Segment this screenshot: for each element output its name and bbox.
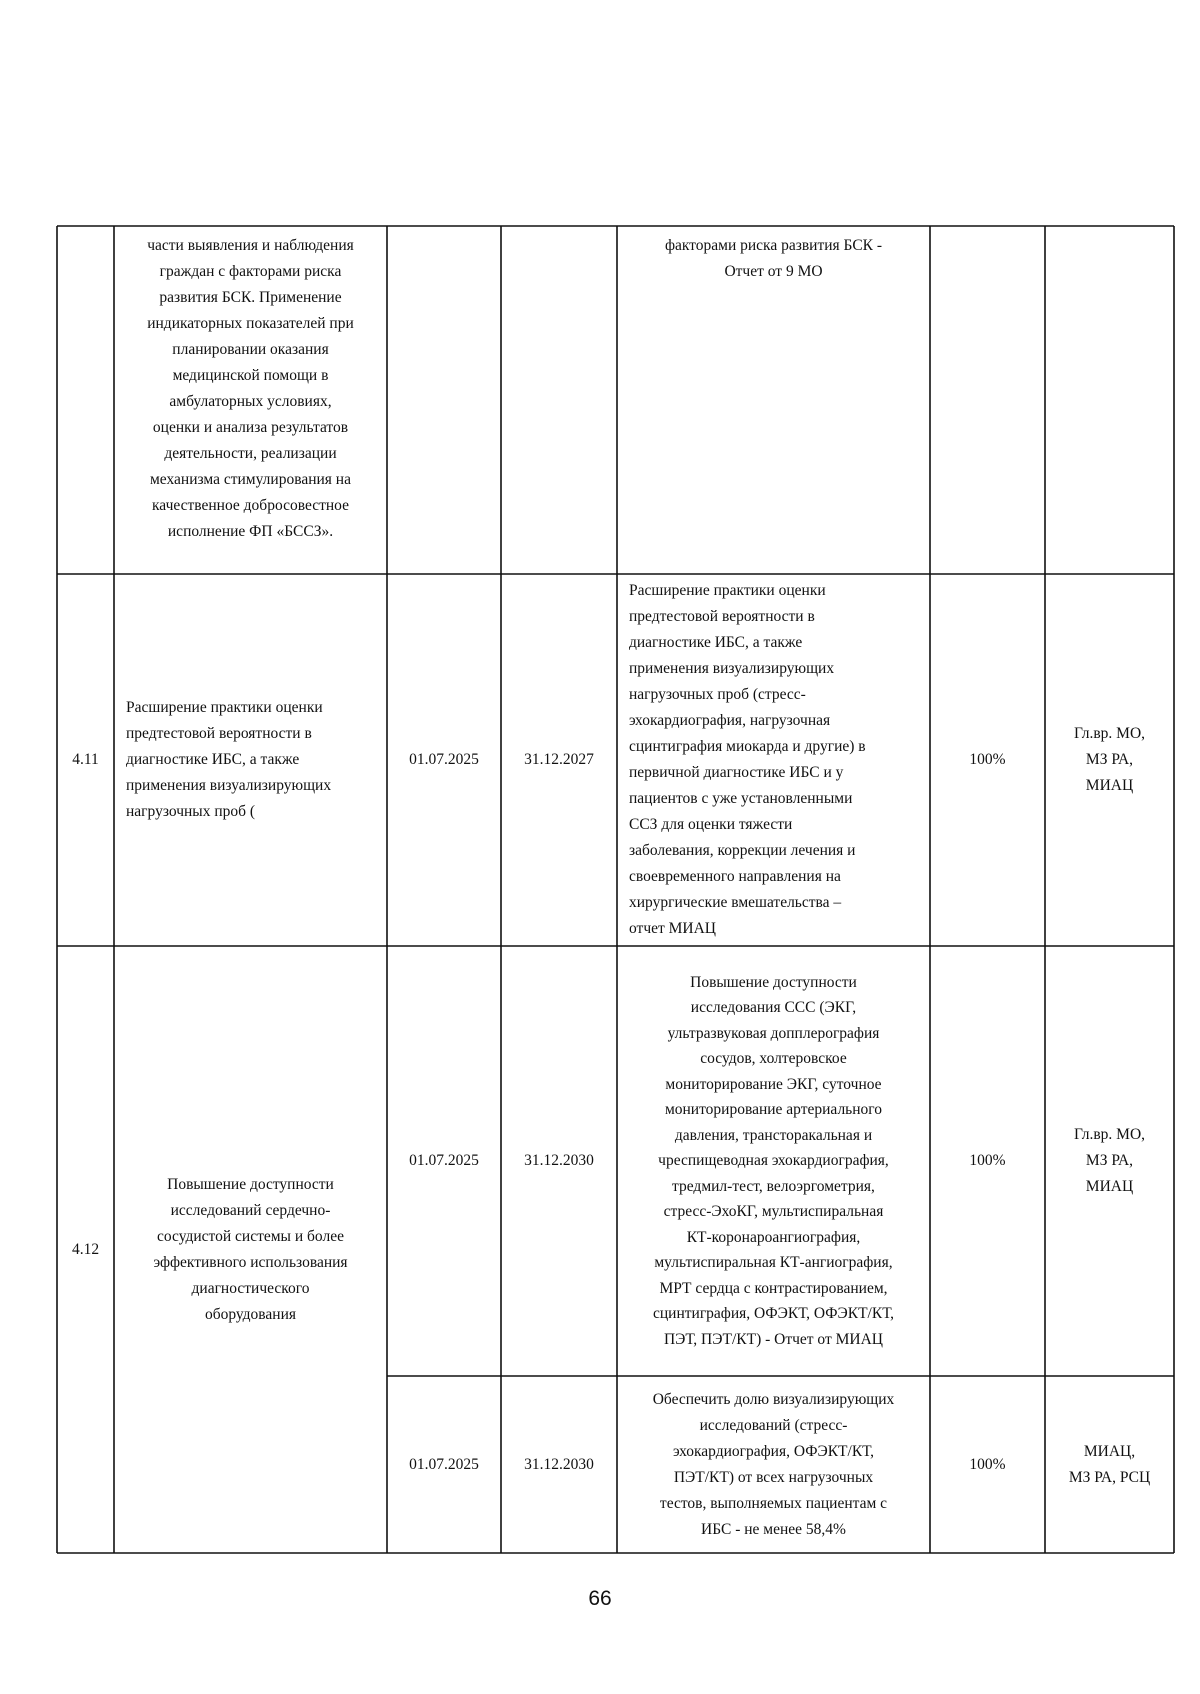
row-4-11-responsible-cell	[1045, 574, 1174, 946]
end-date: 31.12.2027	[524, 751, 594, 768]
row-number: 4.12	[71, 1240, 100, 1258]
target-value: 100%	[969, 1455, 1006, 1473]
row-4-11-result-cell	[623, 574, 930, 946]
continuation-result: факторами риска развития БСК - Отчет от 9 МО	[664, 237, 883, 280]
row-4-12b-value-cell	[930, 1376, 1045, 1553]
continuation-description: части выявления и наблюдения граждан с факторами риска развития БСК. Применение индикаторных показателей при планировании оказания медицинской помощи в амбулаторных условиях, оценки и анализа результатов деятельности, реализации механизма стимулирования на качественное добросовестное исполнение ФП «БССЗ».	[147, 237, 354, 540]
row-4-12b-responsible-cell	[1045, 1376, 1174, 1553]
responsible: Гл.вр. МО, МЗ РА, МИАЦ	[1073, 1126, 1146, 1195]
row-4-12-description-cell	[114, 946, 387, 1553]
row-4-12a-responsible-cell	[1045, 946, 1174, 1376]
end-date: 31.12.2030	[524, 1455, 594, 1473]
row-4-11-end-cell	[501, 574, 617, 946]
page-number: 66	[588, 1587, 612, 1610]
row-4-12b-result-cell	[617, 1376, 930, 1553]
row-4-12b-start-cell	[387, 1376, 501, 1553]
result-text: Обеспечить долю визуализирующих исследований (стресс- эхокардиография, ОФЭКТ/КТ, ПЭТ/КТ) от всех нагрузочных тестов, выполняемых пациентам с ИБС - не менее 58,4%	[652, 1390, 895, 1538]
row-description: Расширение практики оценки предтестовой вероятности в диагностике ИБС, а также применения визуализирующих нагрузочных проб (	[126, 699, 332, 820]
continuation-result-cell	[617, 233, 930, 313]
responsible: МИАЦ, МЗ РА, РСЦ	[1068, 1442, 1151, 1486]
row-4-12a-result-cell	[617, 946, 930, 1376]
row-4-12a-start-cell	[387, 946, 501, 1376]
start-date: 01.07.2025	[409, 751, 479, 768]
target-value: 100%	[969, 751, 1006, 768]
end-date: 31.12.2030	[524, 1152, 594, 1169]
row-description: Повышение доступности исследований сердечно- сосудистой системы и более эффективного использования диагностического оборудования	[153, 1175, 348, 1323]
row-4-11-description-cell	[120, 574, 387, 946]
row-4-12b-end-cell	[501, 1376, 617, 1553]
row-4-12a-end-cell	[501, 946, 617, 1376]
start-date: 01.07.2025	[409, 1455, 479, 1473]
start-date: 01.07.2025	[409, 1152, 479, 1169]
result-text: Расширение практики оценки предтестовой вероятности в диагностике ИБС, а также применения визуализирующих нагрузочных проб (стресс- эхокардиография, нагрузочная сцинтиграфия миокарда и другие) в первичной диагностике ИБС и у пациентов с уже установленными ССЗ для оценки тяжести заболевания, коррекции лечения и своевременного направления на хирургические вмешательства – отчет МИАЦ	[629, 582, 866, 937]
continuation-description-cell	[114, 233, 387, 573]
responsible: Гл.вр. МО, МЗ РА, МИАЦ	[1073, 725, 1146, 794]
row-4-12-number-cell	[57, 946, 114, 1553]
row-4-12a-value-cell	[930, 946, 1045, 1376]
row-number: 4.11	[72, 751, 99, 768]
target-value: 100%	[969, 1152, 1006, 1169]
row-4-11-value-cell	[930, 574, 1045, 946]
result-text: Повышение доступности исследования ССС (ЭКГ, ультразвуковая допплерография сосудов, холтеровское мониторирование ЭКГ, суточное мониторирование артериального давления, трансторакальная и чреспищеводная эхокардиография, тредмил-тест, велоэргометрия, стресс-ЭхоКГ, мультиспиральная КТ-коронароангиография, мультиспиральная КТ-ангиография, МРТ сердца с контрастированием, сцинтиграфия, ОФЭКТ, ОФЭКТ/КТ, ПЭТ, ПЭТ/КТ) - Отчет от МИАЦ	[652, 973, 894, 1348]
row-4-11-start-cell	[387, 574, 501, 946]
row-4-11-number-cell	[57, 574, 114, 946]
